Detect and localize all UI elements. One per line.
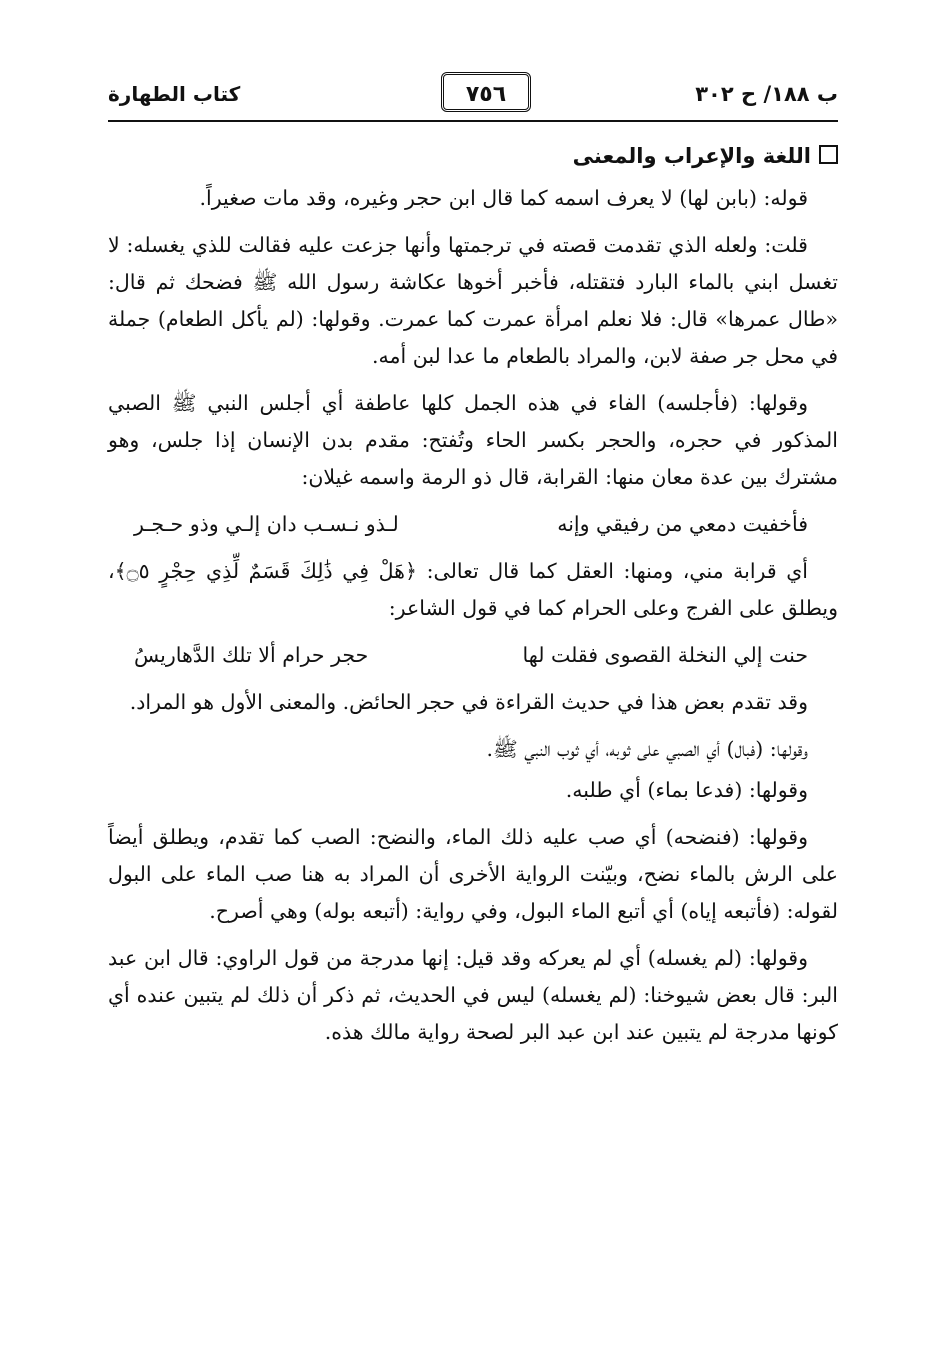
paragraph: وقولها: (فدعا بماء) أي طلبه. bbox=[565, 778, 808, 802]
page-number: ٧٥٦ bbox=[465, 82, 507, 107]
paragraph: قلت: ولعله الذي تقدمت قصته في ترجمتها وأنها جزعت عليه فقالت للذي يغسله: لا تغسل ابني بالماء البارد فتقتله، فأخبر أخوها عكاشة رسول الله ﷺ فضحك ثم قال: «طال عمرها» قال: فلا نعلم امرأة عمرت كما عمرت. وقولها: (لم يأكل الطعام) جملة في محل جر صفة لابن، والمراد بالطعام ما عدا لبن أمه. bbox=[108, 233, 838, 368]
section-heading-text: اللغة والإعراب والمعنى bbox=[572, 144, 811, 168]
page-body bbox=[108, 138, 838, 1061]
verse-second-hemistich: حجر حرام ألا تلك الدَّهاريسُ bbox=[134, 643, 369, 667]
paragraph: وقولها: (فنضحه) أي صب عليه ذلك الماء، والنضح: الصب كما تقدم، ويطلق أيضاً على الرش بالماء نضح، وبيّنت الرواية الأخرى أن المراد به هنا صب الماء على البول لقوله: (فأتبعه إياه) أي أتبع الماء البول، وفي رواية: (أتبعه بوله) وهي أصرح. bbox=[108, 825, 838, 923]
poetry-verse bbox=[108, 637, 838, 674]
poetry-verse bbox=[108, 506, 838, 543]
page-header bbox=[108, 70, 838, 120]
verse-first-hemistich: فأخفيت دمعي من رفيقي وإنه bbox=[557, 512, 808, 536]
paragraph: وقولها: (فبال) أي الصبي على ثوبه، أي ثوب النبي ﷺ. bbox=[486, 737, 808, 761]
paragraph: أي قرابة مني، ومنها: العقل كما قال تعالى: ﴿هَلْ فِي ذَٰلِكَ قَسَمٌ لِّذِي حِجْرٍ ۝٥﴾، ويطلق على الفرج وعلى الحرام كما في قول الشاعر: bbox=[108, 559, 838, 620]
square-bullet-icon bbox=[819, 145, 838, 164]
header-divider bbox=[108, 120, 838, 122]
page-number-frame bbox=[441, 72, 531, 112]
hadith-reference: ب ١٨٨/ ح ٣٠٢ bbox=[695, 82, 838, 106]
verse-first-hemistich: حنت إلي النخلة القصوى فقلت لها bbox=[522, 643, 808, 667]
verse-second-hemistich: لـذو نـسـب دان إلـي وذو حـجـر bbox=[134, 512, 399, 536]
paragraph: وقد تقدم بعض هذا في حديث القراءة في حجر الحائض. والمعنى الأول هو المراد. bbox=[129, 690, 808, 714]
paragraph: وقولها: (لم يغسله) أي لم يعركه وقد قيل: إنها مدرجة من قول الراوي: قال ابن عبد البر: قال بعض شيوخنا: (لم يغسله) ليس في الحديث، ثم ذكر أن ذلك لم يتبين عنده أي كونها مدرجة لم يتبين عند ابن عبد البر لصحة رواية مالك هذه. bbox=[108, 946, 838, 1044]
paragraph: قوله: (بابن لها) لا يعرف اسمه كما قال ابن حجر وغيره، وقد مات صغيراً. bbox=[199, 186, 808, 210]
section-heading bbox=[108, 138, 838, 174]
paragraph: وقولها: (فأجلسه) الفاء في هذه الجمل كلها عاطفة أي أجلس النبي ﷺ الصبي المذكور في حجره، والحجر بكسر الحاء وتُفتح: مقدم بدن الإنسان إذا جلس، وهو مشترك بين عدة معان منها: القرابة، قال ذو الرمة واسمه غيلان: bbox=[108, 391, 838, 489]
book-title: كتاب الطهارة bbox=[108, 82, 241, 106]
